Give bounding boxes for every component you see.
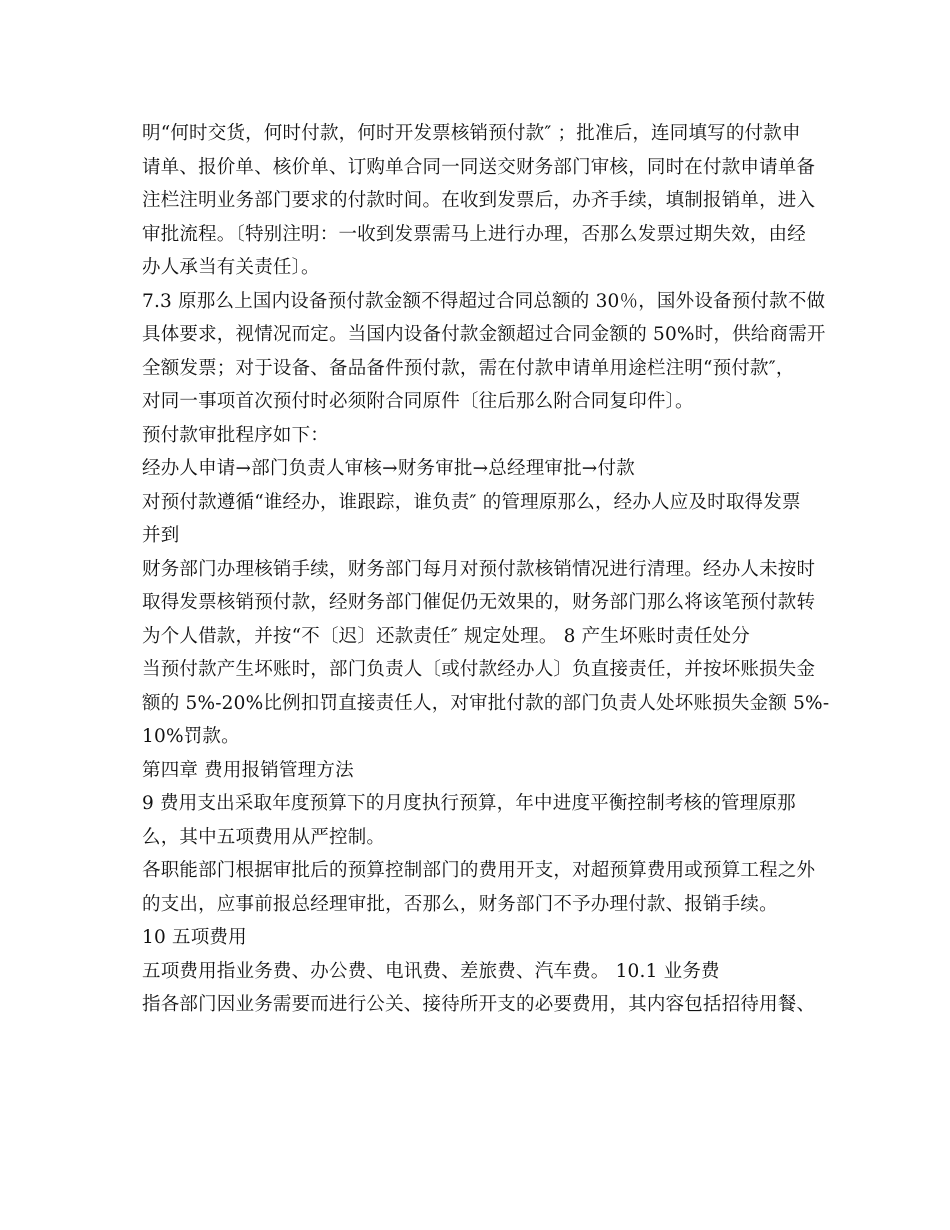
text-line: 明“何时交货，何时付款，何时开发票核销预付款″ ；批准后，连同填写的付款申 [142, 123, 801, 144]
text-line: 取得发票核销预付款，经财务部门催促仍无效果的，财务部门那么将该笔预付款转 [142, 592, 816, 613]
document-body [142, 117, 830, 1022]
text-line: 额的 5%-20%比例扣罚直接责任人，对审批付款的部门负责人处坏账损失金额 5%- [142, 692, 830, 714]
text-line: 为个人借款，并按“不〔迟〕还款责任″ 规定处理。 8 产生坏账时责任处分 [142, 625, 750, 647]
text-line: 7.3 原那么上国内设备预付款金额不得超过合同总额的 30％，国外设备预付款不做 [142, 290, 826, 312]
text-line: 对预付款遵循“谁经办，谁跟踪，谁负责″ 的管理原那么，经办人应及时取得发票 [142, 491, 801, 513]
text-line: 的支出，应事前报总经理审批，否那么，财务部门不予办理付款、报销手续。 [142, 893, 778, 915]
text-line: 9 费用支出采取年度预算下的月度执行预算，年中进度平衡控制考核的管理原那 [142, 793, 796, 814]
text-line: 当预付款产生坏账时，部门负责人〔或付款经办人〕负直接责任，并按坏账损失金 [142, 659, 816, 680]
text-line: 各职能部门根据审批后的预算控制部门的费用开支，对超预算费用或预算工程之外 [142, 860, 816, 881]
text-line: 注栏注明业务部门要求的付款时间。在收到发票后，办齐手续，填制报销单，进入 [142, 190, 816, 211]
chapter-heading: 第四章 费用报销管理方法 [142, 759, 354, 781]
text-line: 么，其中五项费用从严控制。 [142, 826, 386, 848]
text-line: 办人承当有关责任〕。 [142, 257, 320, 278]
text-line: 具体要求，视情况而定。当国内设备付款金额超过合同金额的 50%时，供给商需开 [142, 324, 826, 345]
text-line: 指各部门因业务需要而进行公关、接待所开支的必要费用，其内容包括招待用餐、 [142, 994, 816, 1015]
text-line: 并到 [142, 525, 180, 546]
text-line: 预付款审批程序如下： [142, 424, 330, 446]
text-line: 请单、报价单、核价单、订购单合同一同送交财务部门审核，同时在付款申请单备 [142, 156, 816, 178]
text-line: 财务部门办理核销手续，财务部门每月对预付款核销情况进行清理。经办人未按时 [142, 558, 816, 580]
text-line: 经办人申请→部门负责人审核→财务审批→总经理审批→付款 [142, 458, 635, 479]
section-heading: 10 五项费用 [142, 927, 247, 948]
text-line: 全额发票；对于设备、备品备件预付款，需在付款申请单用途栏注明“预付款″， [142, 357, 795, 379]
text-line: 五项费用指业务费、办公费、电讯费、差旅费、汽车费。 10.1 业务费 [142, 960, 720, 982]
text-line: 审批流程。〔特别注明：一收到发票需马上进行办理，否那么发票过期失效，由经 [142, 223, 806, 245]
text-line: 对同一事项首次预付时必须附合同原件〔往后那么附合同复印件〕。 [142, 391, 694, 412]
text-line: 10%罚款。 [142, 726, 240, 747]
